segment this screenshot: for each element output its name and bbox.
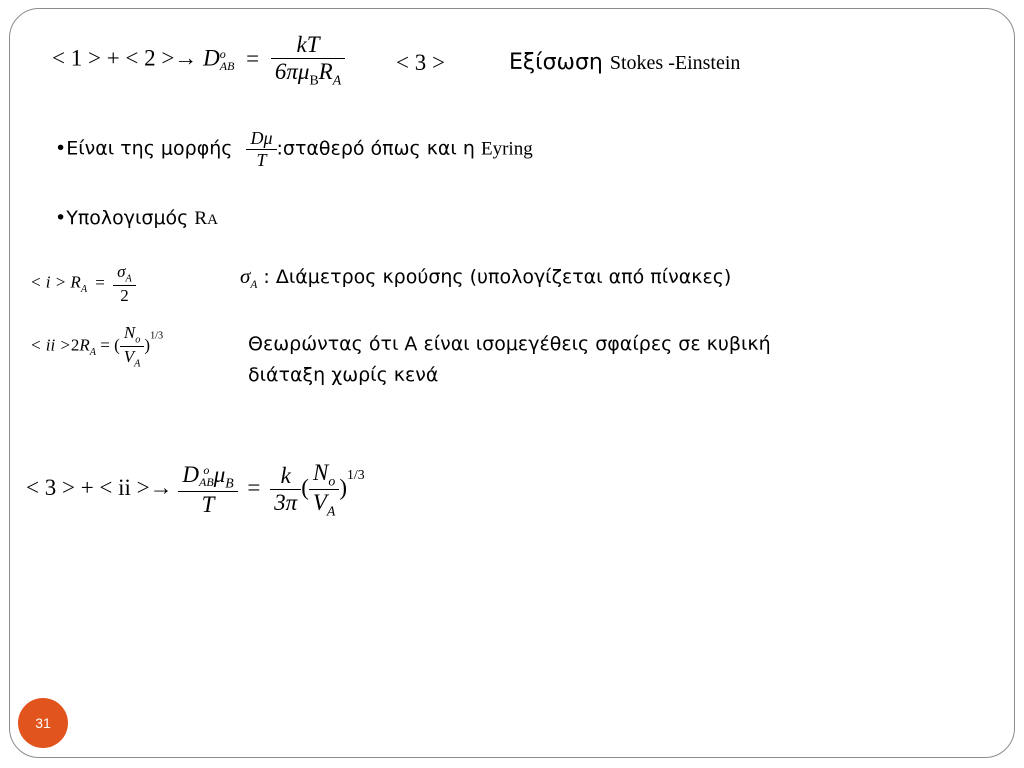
eqii-num-sub: o [135,334,141,346]
eqii-denominator [120,347,145,370]
eq1-title [509,50,740,75]
final-equation [26,460,365,520]
final-num-D-sup: o [203,462,210,477]
eq1-D-sup: o [219,46,226,61]
final-V-letter: V [312,490,327,516]
slide-number-badge: 31 [18,698,68,748]
eqi-equals: = [95,272,105,292]
note-spheres-line1: Θεωρώντας ότι Α είναι ισομεγέθεις σφαίρες σε κυβική [248,333,771,355]
note-spheres-line2: διάταξη χωρίς κενά [248,364,439,386]
note-sigma-text: Διάμετρος κρούσης (υπολογίζεται από πίνακες) [275,266,732,288]
final-k-den: 3π [274,490,298,516]
eqii-coef: 2 [70,335,80,355]
eqi-denominator: 2 [120,286,129,306]
final-N [309,460,340,490]
note-sigma-sub: A [250,278,258,291]
note-sigma [240,264,731,291]
final-open: ( [301,475,309,501]
eqii-R: R [79,335,90,355]
eqii-numerator [120,323,145,347]
eq1-equals: = [246,45,260,71]
final-lhs: < 3 > + < ii >→ [26,475,173,501]
eq1-numerator: kT [271,32,345,59]
note-sigma-colon: : [263,266,270,288]
eqii-R-sub: A [89,346,97,358]
eqii-lhs: < ii > [30,335,71,355]
eqi-lhs: < i > [30,272,67,292]
eqii-den-V: V [123,347,135,367]
eqi-fraction [113,262,136,306]
eqi-numerator [113,262,136,286]
eq1-den-pre: 6πμ [274,59,310,85]
eqi-num-sigma: σ [117,262,126,281]
eq1-tag: < 3 > [396,50,445,75]
eq1-den-R-sub: A [332,73,342,89]
bullet1-suffix-greek: :σταθερό όπως και η [276,137,475,160]
eqii-equals: = ( [100,335,120,355]
bullet1-frac-den: T [256,149,267,170]
bullet2-greek: •Υπολογισμός [55,207,189,229]
eq1-title-greek: Εξίσωση [509,50,603,75]
equation-ii [30,323,163,370]
final-fraction-left [178,462,237,519]
bullet1-prefix: •Είναι της μορφής [55,137,233,160]
final-exp: 1/3 [347,467,365,483]
bullet1-fraction [246,128,276,170]
final-V-sub: A [326,504,336,520]
final-close: ) [339,475,348,501]
final-num-mu: μ [213,461,226,487]
final-num-D-sub: AB [199,475,214,490]
bullet-form [55,128,533,170]
bullet2-latin-sub: A [207,212,218,228]
eq1-lhs: < 1 > + < 2 >→ [52,45,198,71]
final-N-sub: o [328,473,336,489]
bullet1-suffix-latin: Eyring [481,138,533,160]
eq1-title-latin: Stokes -Einstein [609,52,741,74]
final-num-mu-sub: B [225,475,234,491]
note-spheres [248,329,771,391]
eqii-exp: 1/3 [150,330,164,342]
eqi-R-sub: A [80,284,88,296]
eqii-close: ) [144,335,151,355]
eq1-fraction [271,32,345,89]
eq1-D: D [203,45,220,71]
final-N-letter: N [312,460,329,485]
final-fraction-NV [309,460,340,520]
bullet2-latin: R [194,208,208,229]
final-V [309,490,340,519]
final-fraction-k [270,463,301,517]
note-sigma-symbol: σ [240,264,251,288]
eqi-R: R [70,272,81,292]
stokes-einstein-equation [52,32,345,89]
bullet-calc-RA [55,207,218,230]
final-equals: = [247,475,261,501]
equation-i [30,262,136,306]
final-num-D: D [182,461,200,487]
final-left-numerator [178,462,237,492]
eqii-den-sub: A [134,358,141,370]
eq1-D-sub: AB [219,59,235,74]
eq1-den-mu-sub: B [309,73,319,89]
eqii-num-N: N [123,323,136,342]
eq1-den-R: R [318,59,333,85]
eq1-denominator [271,59,345,88]
eqi-num-sub: A [125,273,132,285]
bullet1-frac-num: Dμ [246,128,276,150]
eqii-fraction [120,323,145,370]
final-left-denominator: T [201,491,215,517]
final-k: k [270,463,301,490]
